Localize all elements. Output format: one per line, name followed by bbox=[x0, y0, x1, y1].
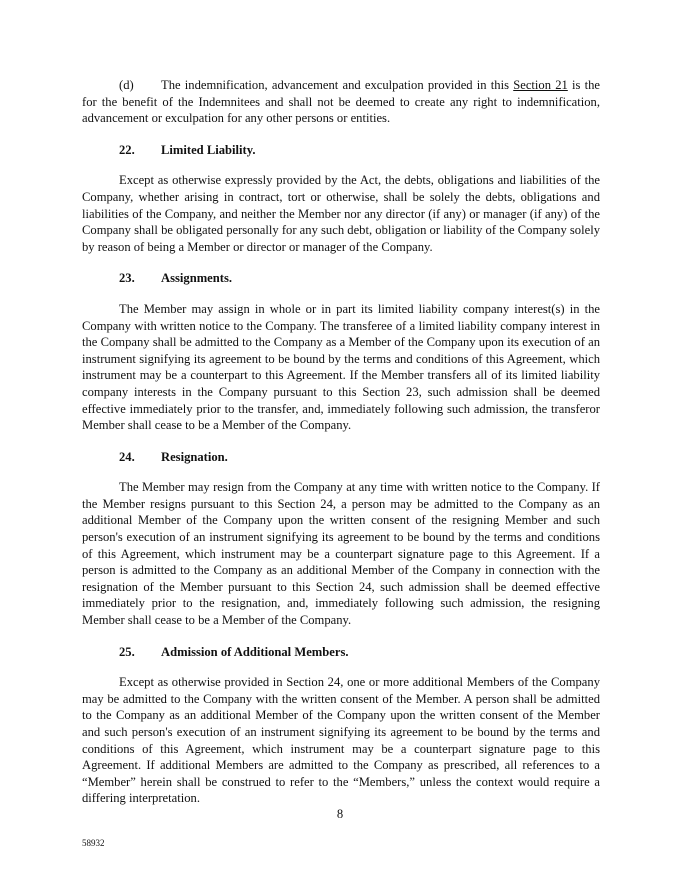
section-24 bbox=[82, 449, 600, 629]
section-21-reference: Section 21 bbox=[513, 78, 568, 92]
section-heading bbox=[119, 270, 600, 287]
section-22 bbox=[82, 142, 600, 256]
paragraph-d bbox=[82, 77, 600, 127]
section-number: 25. bbox=[119, 644, 135, 659]
section-paragraph: The Member may assign in whole or in part its limited liability company interest(s) in the Company with written notice to the Company. The transferee of a limited liability company interest in the Company shall be admitted to the Company as a Member of the Company upon its execution of an instrument signifying its agreement to be bound by the terms and conditions of this Agreement, which instrument may be a counterpart to this Agreement. If the Member transfers all of its limited liability company interests in the Company pursuant to this Section 23, such admission shall be deemed effective immediately prior to the transfer, and, immediately following such admission, the transferor Member shall cease to be a Member of the Company. bbox=[82, 301, 600, 433]
section-paragraph: Except as otherwise expressly provided by the Act, the debts, obligations and liabilities of the Company, whether arising in contract, tort or otherwise, shall be solely the debts, obligations and liabilities of the Company, and neither the Member nor any director (if any) or manager (if any) of the Company shall be obligated personally for any such debt, obligation or liability of the Company solely by reason of being a Member or director or manager of the Company. bbox=[82, 173, 600, 254]
section-title: Limited Liability. bbox=[161, 142, 256, 157]
section-number: 22. bbox=[119, 142, 135, 157]
document-page bbox=[82, 77, 600, 822]
page-number: 8 bbox=[336, 807, 344, 821]
section-heading bbox=[119, 142, 600, 159]
section-title: Assignments. bbox=[161, 271, 233, 286]
section-title: Admission of Additional Members. bbox=[161, 644, 349, 659]
section-heading bbox=[119, 644, 600, 661]
section-number: 24. bbox=[119, 449, 135, 464]
section-heading bbox=[119, 449, 600, 466]
paragraph-d-text-before: The indemnification, advancement and exculpation provided in this bbox=[161, 78, 514, 92]
section-number: 23. bbox=[119, 271, 135, 286]
section-title: Resignation. bbox=[161, 449, 228, 464]
section-25 bbox=[82, 644, 600, 807]
paragraph-d-label: (d) bbox=[119, 78, 134, 92]
paragraph-d-text-after: is the for the benefit of the Indemnitees and shall not be deemed to create any right to indemnification, advancement or exculpation for any other persons or entities. bbox=[82, 78, 600, 126]
document-id: 58932 bbox=[82, 838, 105, 848]
section-23 bbox=[82, 270, 600, 433]
section-paragraph: Except as otherwise provided in Section 24, one or more additional Members of the Company may be admitted to the Company with the written consent of the Member. A person shall be admitted to the Company as an additional Member of the Company upon the written consent of the Member and such person's execution of an instrument signifying its agreement to be bound by the terms and conditions of this Agreement, which instrument may be a counterpart signature page to this Agreement. If additional Members are admitted to the Company as prescribed, all references to a “Member” herein shall be construed to refer to the “Members,” unless the context would require a differing interpretation. bbox=[82, 675, 600, 806]
section-paragraph: The Member may resign from the Company at any time with written notice to the Company. If the Member resigns pursuant to this Section 24, a person may be admitted to the Company as an additional Member of the Company upon the written consent of the resigning Member and such person's execution of an instrument signifying its agreement to be bound by the terms and conditions of this Agreement, which instrument may be a counterpart signature page to this Agreement. If a person is admitted to the Company as an additional Member of the Company in connection with the resignation of the Member pursuant to this Section 24, such admission shall be deemed effective immediately prior to the resignation, and, immediately following such admission, the resigning Member shall cease to be a Member of the Company. bbox=[82, 480, 600, 628]
